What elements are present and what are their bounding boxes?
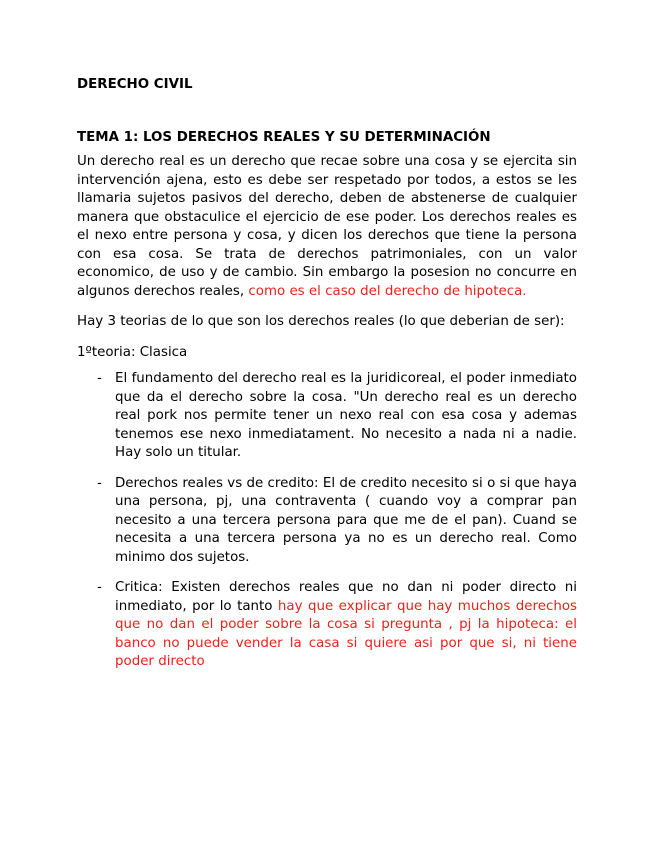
bullet-highlight: hay que explicar que hay muchos derechos que no dan el poder sobre la cosa si pregunta , pj la hipoteca: el banco no puede vender la casa si quiere asi por que si, ni tiene poder directo xyxy=(115,598,578,669)
list-item xyxy=(77,579,577,672)
intro-paragraph xyxy=(77,153,577,301)
dash-marker: - xyxy=(97,475,102,491)
document-body xyxy=(77,76,577,684)
list-item xyxy=(77,475,577,568)
theory-bullet-list xyxy=(77,370,577,672)
topic-heading: TEMA 1: LOS DERECHOS REALES Y SU DETERMINACIÓN xyxy=(77,129,491,145)
intro-highlight: como es el caso del derecho de hipoteca. xyxy=(248,283,527,299)
theories-paragraph: Hay 3 teorias de lo que son los derechos reales (lo que deberian de ser): xyxy=(77,314,565,329)
dash-marker: - xyxy=(97,371,102,386)
bullet-text: El fundamento del derecho real es la juridicoreal, el poder inmediato que da el derecho sobre la cosa. "Un derecho real es un derecho real pork nos permite tener un nexo real con esa cosa y ademas tenemos ese nexo inmediatament. No necesito a nada ni a nadie. Hay solo un titular. xyxy=(115,371,577,460)
dash-marker: - xyxy=(97,580,102,595)
bullet-text: Derechos reales vs de credito: El de credito necesito si o si que haya una persona, pj, una contraventa ( cuando voy a comprar pan necesito a una tercera persona para que me de el pan). Cuand se necesita a una tercera persona ya no es un derecho real. Como minimo dos sujetos. xyxy=(115,475,577,565)
first-theory-label: 1ºteoria: Clasica xyxy=(77,344,188,360)
document-title: DERECHO CIVIL xyxy=(77,77,193,92)
intro-text: Un derecho real es un derecho que recae sobre una cosa y se ejercita sin intervención ajena, esto es debe ser respetado por todos, a estos se les llamaria sujetos pasivos del derecho, deben de abstenerse de cualquier manera que obstaculice el ejercicio de ese poder. Los derechos reales es el nexo entre persona y cosa, y dicen los derechos que tiene la persona con esa cosa. Se trata de derechos patrimoniales, con un valor economico, de uso y de cambio. Sin embargo la posesion no concurre en algunos derechos reales, xyxy=(77,154,577,299)
list-item xyxy=(77,370,577,463)
bullet-text: Critica: Existen derechos reales que no dan ni poder directo ni inmediato, por lo tanto xyxy=(115,580,577,614)
